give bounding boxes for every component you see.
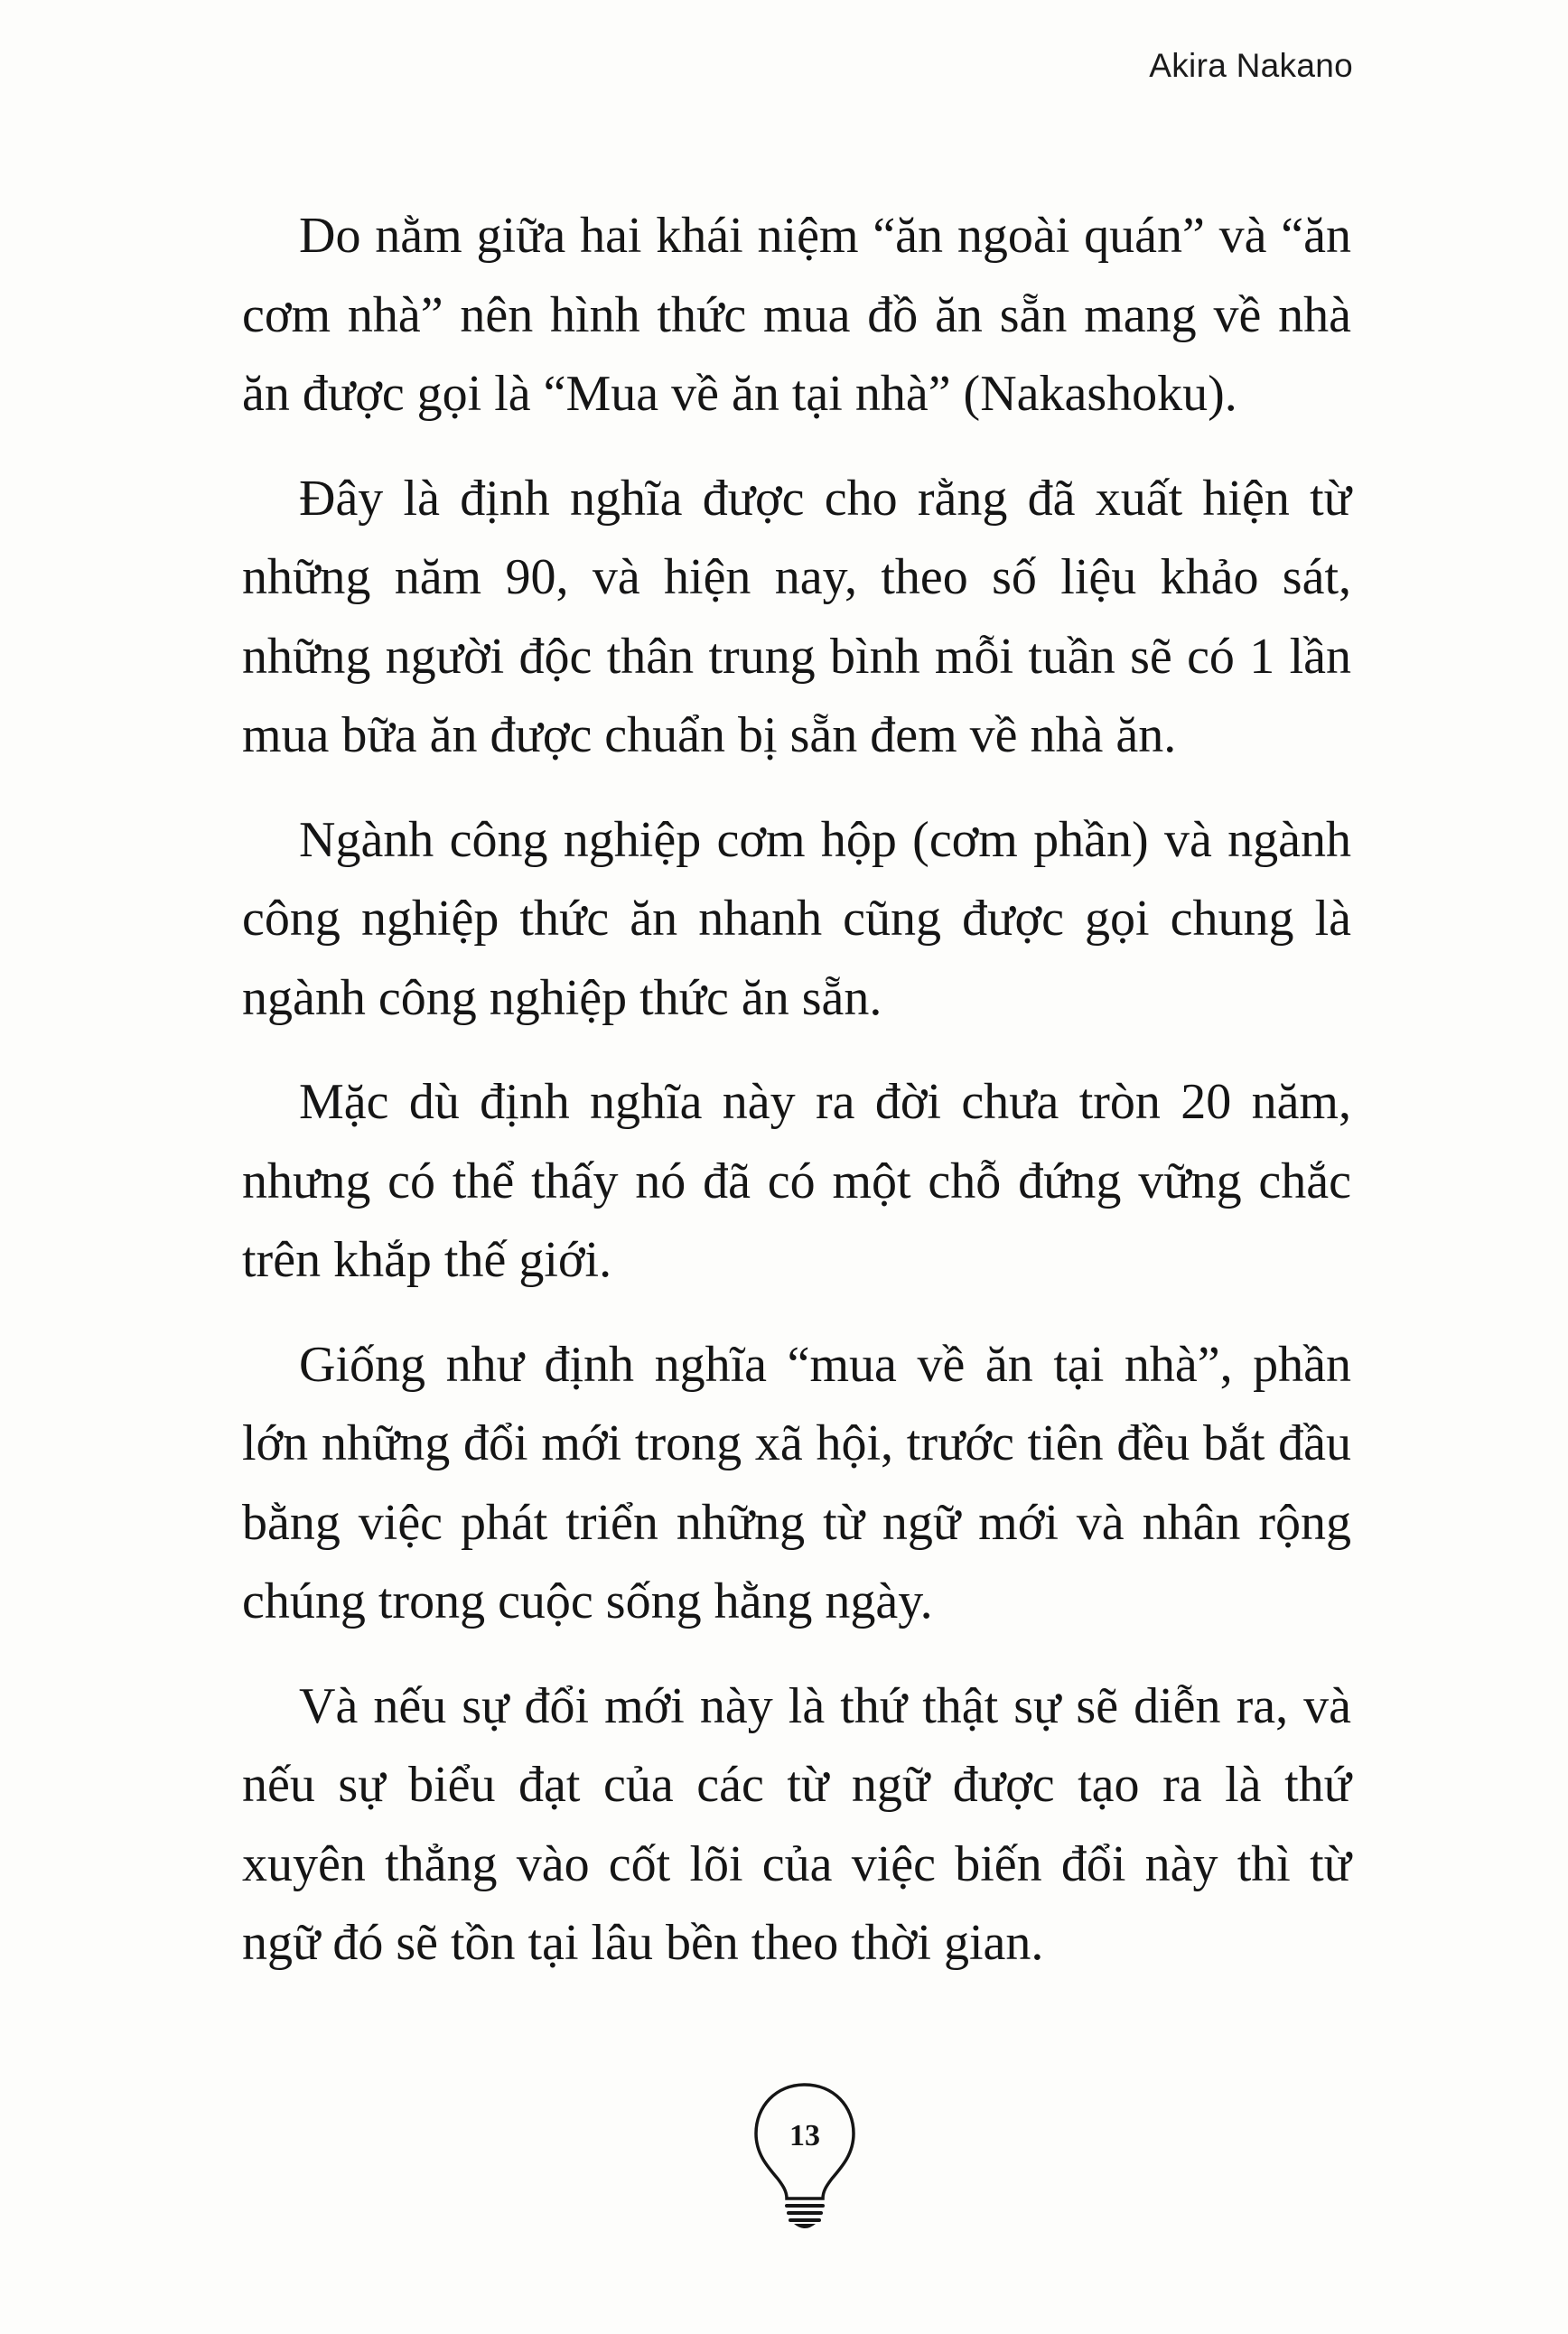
- paragraph-3: Ngành công nghiệp cơm hộp (cơm phần) và ngành công nghiệp thức ăn nhanh cũng được gọi chung là ngành công nghiệp thức ăn sẵn.: [242, 811, 1351, 1026]
- paragraph-6: Và nếu sự đổi mới này là thứ thật sự sẽ diễn ra, và nếu sự biểu đạt của các từ ngữ được tạo ra là thứ xuyên thẳng vào cốt lõi của việc biến đổi này thì từ ngữ đó sẽ tồn tại lâu bền theo thời gian.: [242, 1677, 1351, 1971]
- paragraph-1: Do nằm giữa hai khái niệm “ăn ngoài quán” và “ăn cơm nhà” nên hình thức mua đồ ăn sẵn mang về nhà ăn được gọi là “Mua về ăn tại nhà” (Nakashoku).: [242, 208, 1351, 422]
- page-number: 13: [789, 2119, 820, 2152]
- lightbulb-icon: [751, 2079, 859, 2233]
- page-number-badge: [751, 2079, 859, 2233]
- paragraph-4: Mặc dù định nghĩa này ra đời chưa tròn 20 năm, nhưng có thể thấy nó đã có một chỗ đứng vững chắc trên khắp thế giới.: [242, 1074, 1351, 1288]
- paragraph-2: Đây là định nghĩa được cho rằng đã xuất hiện từ những năm 90, và hiện nay, theo số liệu khảo sát, những người độc thân trung bình mỗi tuần sẽ có 1 lần mua bữa ăn được chuẩn bị sẵn đem về nhà ăn.: [242, 470, 1351, 763]
- paragraph-5: Giống như định nghĩa “mua về ăn tại nhà”, phần lớn những đổi mới trong xã hội, trước tiên đều bắt đầu bằng việc phát triển những từ ngữ mới và nhân rộng chúng trong cuộc sống hằng ngày.: [242, 1336, 1351, 1629]
- body-text: [242, 197, 1351, 1984]
- running-header-author: Akira Nakano: [1149, 47, 1353, 84]
